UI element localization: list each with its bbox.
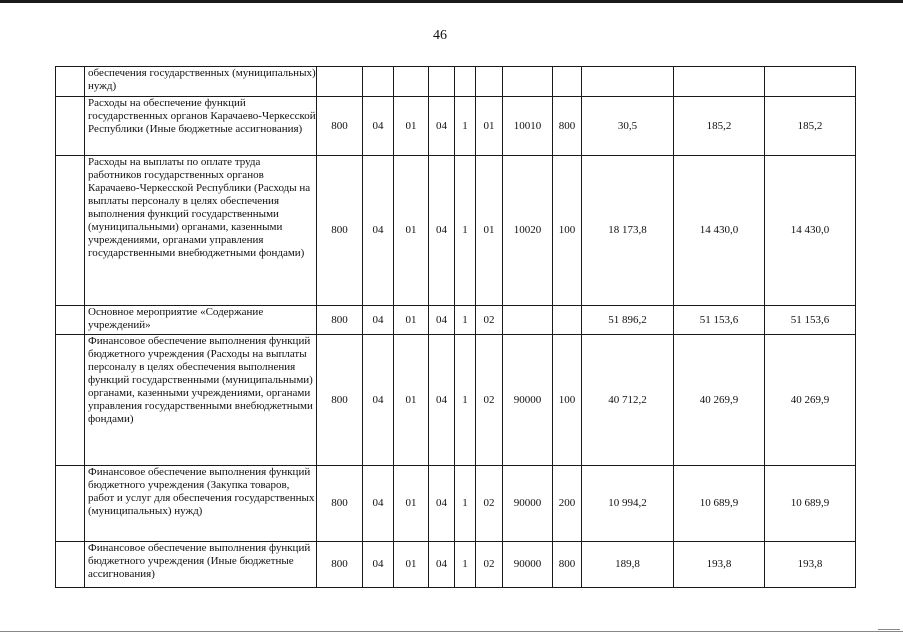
page-number: 46 bbox=[433, 28, 447, 43]
code-cell: 10020 bbox=[503, 156, 553, 306]
code-cell: 800 bbox=[317, 97, 363, 156]
code-cell: 04 bbox=[363, 306, 394, 335]
row-index-cell bbox=[56, 67, 85, 97]
value-cell: 51 153,6 bbox=[674, 306, 765, 335]
code-cell: 1 bbox=[455, 156, 476, 306]
row-index-cell bbox=[56, 156, 85, 306]
code-cell: 04 bbox=[363, 466, 394, 542]
code-cell: 04 bbox=[429, 335, 455, 466]
code-cell: 200 bbox=[553, 466, 582, 542]
table-row bbox=[56, 335, 856, 466]
code-cell: 01 bbox=[394, 466, 429, 542]
row-index-cell bbox=[56, 466, 85, 542]
value-cell: 10 689,9 bbox=[674, 466, 765, 542]
code-cell: 01 bbox=[394, 156, 429, 306]
code-cell: 01 bbox=[394, 97, 429, 156]
code-cell: 90000 bbox=[503, 335, 553, 466]
code-cell: 800 bbox=[317, 335, 363, 466]
code-cell: 100 bbox=[553, 335, 582, 466]
code-cell: 01 bbox=[394, 542, 429, 588]
code-cell: 04 bbox=[429, 306, 455, 335]
value-cell bbox=[674, 67, 765, 97]
code-cell bbox=[553, 67, 582, 97]
code-cell: 1 bbox=[455, 97, 476, 156]
code-cell bbox=[317, 67, 363, 97]
row-index-cell bbox=[56, 335, 85, 466]
code-cell: 04 bbox=[363, 97, 394, 156]
value-cell: 40 269,9 bbox=[765, 335, 856, 466]
description-cell: Финансовое обеспечение выполнения функций бюджетного учреждения (Иные бюджетные ассигнования) bbox=[85, 542, 317, 588]
code-cell: 01 bbox=[394, 335, 429, 466]
table-row bbox=[56, 156, 856, 306]
code-cell: 04 bbox=[429, 542, 455, 588]
description-cell: Финансовое обеспечение выполнения функций бюджетного учреждения (Закупка товаров, работ и услуг для обеспечения государственных (муниципальных) нужд) bbox=[85, 466, 317, 542]
code-cell bbox=[394, 67, 429, 97]
value-cell: 14 430,0 bbox=[674, 156, 765, 306]
description-cell: Расходы на выплаты по оплате труда работников государственных органов Карачаево-Черкесской Республики (Расходы на выплаты персоналу в целях обеспечения выполнения функций государственными (муниципальными) органами, казенными учреждениями, органами управления государственными внебюджетными фондами) bbox=[85, 156, 317, 306]
code-cell: 01 bbox=[394, 306, 429, 335]
row-index-cell bbox=[56, 542, 85, 588]
code-cell: 04 bbox=[429, 466, 455, 542]
value-cell: 185,2 bbox=[674, 97, 765, 156]
value-cell: 51 153,6 bbox=[765, 306, 856, 335]
code-cell: 90000 bbox=[503, 466, 553, 542]
value-cell: 30,5 bbox=[582, 97, 674, 156]
value-cell: 18 173,8 bbox=[582, 156, 674, 306]
value-cell: 189,8 bbox=[582, 542, 674, 588]
code-cell bbox=[503, 67, 553, 97]
code-cell bbox=[429, 67, 455, 97]
code-cell bbox=[455, 67, 476, 97]
code-cell bbox=[503, 306, 553, 335]
code-cell bbox=[476, 67, 503, 97]
code-cell: 100 bbox=[553, 156, 582, 306]
row-index-cell bbox=[56, 97, 85, 156]
value-cell bbox=[765, 67, 856, 97]
code-cell: 800 bbox=[317, 306, 363, 335]
code-cell: 02 bbox=[476, 466, 503, 542]
budget-table bbox=[55, 66, 856, 588]
code-cell: 02 bbox=[476, 542, 503, 588]
table-row bbox=[56, 466, 856, 542]
value-cell: 193,8 bbox=[765, 542, 856, 588]
table-row bbox=[56, 67, 856, 97]
bottom-border-rule bbox=[0, 631, 903, 632]
scan-edge-mark bbox=[878, 629, 900, 636]
code-cell: 1 bbox=[455, 306, 476, 335]
code-cell: 800 bbox=[553, 542, 582, 588]
code-cell: 10010 bbox=[503, 97, 553, 156]
value-cell: 51 896,2 bbox=[582, 306, 674, 335]
code-cell: 01 bbox=[476, 156, 503, 306]
code-cell: 1 bbox=[455, 542, 476, 588]
table-row bbox=[56, 542, 856, 588]
code-cell: 800 bbox=[553, 97, 582, 156]
code-cell: 1 bbox=[455, 335, 476, 466]
code-cell: 90000 bbox=[503, 542, 553, 588]
code-cell: 800 bbox=[317, 466, 363, 542]
description-cell: Расходы на обеспечение функций государственных органов Карачаево-Черкесской Республики (Иные бюджетные ассигнования) bbox=[85, 97, 317, 156]
value-cell: 40 712,2 bbox=[582, 335, 674, 466]
value-cell: 10 994,2 bbox=[582, 466, 674, 542]
code-cell: 04 bbox=[363, 542, 394, 588]
code-cell: 04 bbox=[363, 156, 394, 306]
code-cell: 800 bbox=[317, 156, 363, 306]
value-cell: 14 430,0 bbox=[765, 156, 856, 306]
description-cell: обеспечения государственных (муниципальных) нужд) bbox=[85, 67, 317, 97]
code-cell bbox=[553, 306, 582, 335]
code-cell: 02 bbox=[476, 306, 503, 335]
value-cell: 10 689,9 bbox=[765, 466, 856, 542]
code-cell: 04 bbox=[363, 335, 394, 466]
description-cell: Основное мероприятие «Содержание учреждений» bbox=[85, 306, 317, 335]
code-cell: 1 bbox=[455, 466, 476, 542]
table-row bbox=[56, 97, 856, 156]
code-cell: 800 bbox=[317, 542, 363, 588]
code-cell: 04 bbox=[429, 97, 455, 156]
code-cell: 04 bbox=[429, 156, 455, 306]
code-cell: 01 bbox=[476, 97, 503, 156]
value-cell: 185,2 bbox=[765, 97, 856, 156]
description-cell: Финансовое обеспечение выполнения функций бюджетного учреждения (Расходы на выплаты персоналу в целях обеспечения выполнения функций государственными (муниципальными) органами, казенными учреждениями, органами управления государственными внебюджетными фондами) bbox=[85, 335, 317, 466]
code-cell bbox=[363, 67, 394, 97]
code-cell: 02 bbox=[476, 335, 503, 466]
row-index-cell bbox=[56, 306, 85, 335]
value-cell bbox=[582, 67, 674, 97]
table-row bbox=[56, 306, 856, 335]
top-border-rule bbox=[0, 0, 903, 3]
value-cell: 193,8 bbox=[674, 542, 765, 588]
value-cell: 40 269,9 bbox=[674, 335, 765, 466]
